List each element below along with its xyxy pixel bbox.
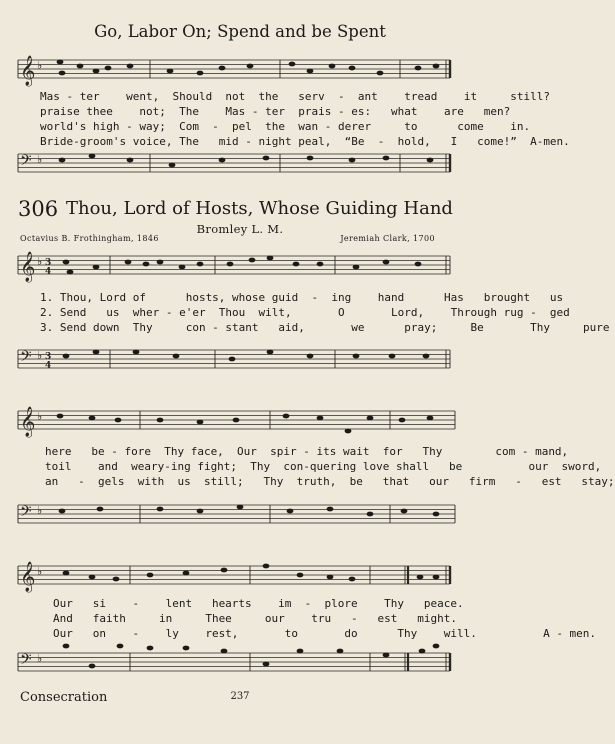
bass-clef-icon: 𝄢 — [20, 348, 32, 369]
lyric-line: 3. Send down Thy con - stant aid, we pray; Be Thy pure — [40, 321, 610, 334]
lyric-line: Our on - ly rest, to do Thy will. A - men. — [53, 627, 597, 640]
svg-text:3: 3 — [45, 258, 52, 268]
composer-credit: Jeremiah Clark, 1700 — [340, 234, 435, 243]
staff-top-treble — [18, 60, 450, 78]
noteheads — [57, 60, 440, 669]
hymn-number: 306 — [18, 197, 59, 221]
svg-text:4: 4 — [45, 361, 52, 371]
lyric-line: Mas - ter went, Should not the serv - ant tread it still? — [40, 90, 550, 103]
key-signatures — [37, 59, 51, 665]
author-credit: Octavius B. Frothingham, 1846 — [20, 234, 159, 243]
hymn-title: Thou, Lord of Hosts, Whose Guiding Hand — [66, 198, 453, 219]
lyric-line: Bride-groom's voice, The mid - night peal, “Be - hold, I come!” A-men. — [40, 135, 570, 148]
bass-clef-icon: 𝄢 — [20, 503, 32, 524]
top-hymn-title: Go, Labor On; Spend and be Spent — [94, 22, 386, 41]
svg-text:♭: ♭ — [37, 255, 43, 268]
svg-text:♭: ♭ — [37, 410, 43, 423]
treble-clef-icon: 𝄞 — [20, 252, 36, 282]
page-number: 237 — [230, 691, 250, 702]
svg-text:4: 4 — [45, 267, 52, 277]
lyric-line: 2. Send us wher - e'er Thou wilt, O Lord, Through rug - ged — [40, 306, 570, 319]
lyric-line: here be - fore Thy face, Our spir - its wait for Thy com - mand, — [45, 445, 569, 458]
lyric-line: toil and weary-ing fight; Thy con-quering love shall be our sword, — [45, 460, 602, 473]
lyric-line: world's high - way; Com - pel the wan - derer to come in. — [40, 120, 531, 133]
bass-clef-icon: 𝄢 — [20, 651, 32, 672]
lyric-line: an - gels with us still; Thy truth, be that our firm - est stay; — [45, 475, 615, 488]
svg-text:♭: ♭ — [37, 59, 43, 72]
staff-s3-treble — [18, 566, 450, 584]
lyric-line: praise thee not; The Mas - ter prais - es: what are men? — [40, 105, 511, 118]
lyric-line: And faith in Thee our tru - est might. — [53, 612, 457, 625]
svg-text:3: 3 — [45, 352, 52, 362]
treble-clef-icon: 𝄞 — [20, 562, 36, 592]
svg-text:♭: ♭ — [37, 565, 43, 578]
svg-text:♭: ♭ — [37, 504, 43, 517]
section-label: Consecration — [20, 690, 108, 705]
treble-clef-icon: 𝄞 — [20, 56, 36, 86]
treble-clef-icon: 𝄞 — [20, 407, 36, 437]
tune-name: Bromley L. M. — [196, 222, 284, 236]
svg-text:♭: ♭ — [37, 652, 43, 665]
lyric-line: Our si - lent hearts im - plore Thy peace. — [53, 597, 464, 610]
svg-text:♭: ♭ — [37, 349, 43, 362]
staff-s1-treble — [18, 256, 450, 274]
lyric-line: 1. Thou, Lord of hosts, whose guid - ing hand Has brought us — [40, 291, 564, 304]
bass-clef-icon: 𝄢 — [20, 152, 32, 173]
svg-text:♭: ♭ — [37, 153, 43, 166]
staff-s2-bass — [18, 505, 455, 523]
